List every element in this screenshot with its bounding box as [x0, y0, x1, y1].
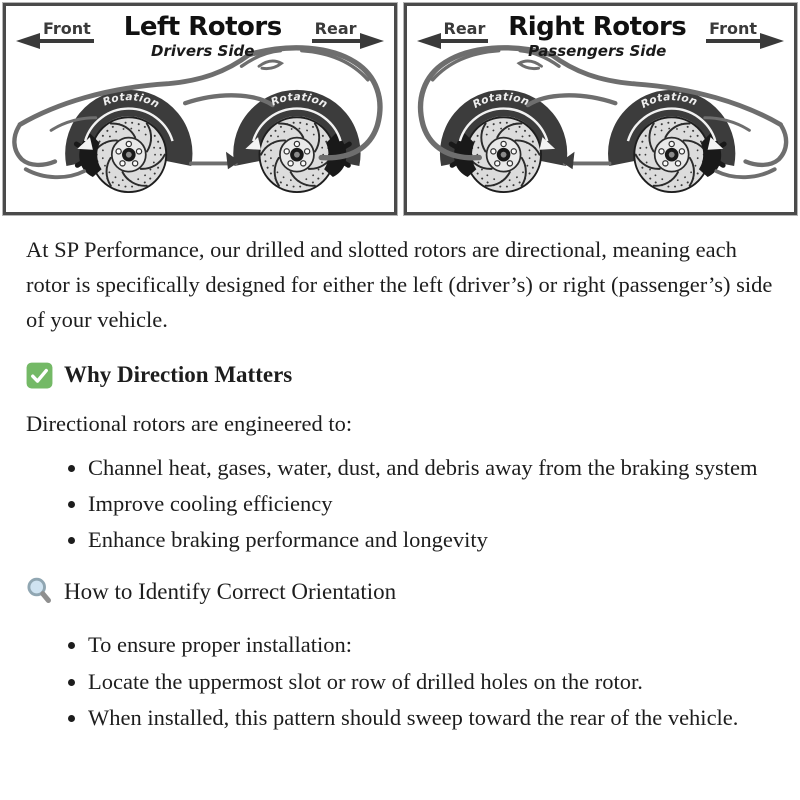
- list-item: • Improve cooling efficiency: [88, 486, 774, 521]
- rear-label: Rear: [312, 20, 360, 43]
- panel-title: Right Rotors: [508, 12, 687, 42]
- rear-label: Rear: [441, 20, 489, 43]
- article-body: [0, 232, 800, 735]
- left-rotors-panel: [3, 3, 397, 215]
- section-heading-text: Why Direction Matters: [64, 362, 293, 388]
- front-direction-arrow: [16, 20, 94, 43]
- section-heading-identify-orientation: [26, 574, 774, 610]
- left-panel-titles: [94, 14, 312, 60]
- front-direction-arrow: [706, 20, 784, 43]
- rotation-label: Rotation: [268, 90, 331, 111]
- panel-title: Left Rotors: [123, 12, 282, 42]
- list-item: • Channel heat, gases, water, dust, and debris away from the braking system: [88, 450, 774, 485]
- rear-direction-arrow: [312, 20, 384, 43]
- section-heading-why-direction-matters: [26, 357, 774, 393]
- front-label: Front: [40, 20, 94, 43]
- right-panel-header: [407, 10, 795, 60]
- rotation-label: Rotation: [469, 90, 532, 111]
- list-item: • To ensure proper installation:: [88, 627, 774, 662]
- right-arrow-icon: [760, 33, 784, 49]
- list-item: • Locate the uppermost slot or row of drilled holes on the rotor.: [88, 664, 774, 699]
- benefits-list: [26, 450, 774, 557]
- left-panel-header: [6, 10, 394, 60]
- check-mark-icon: [26, 362, 53, 389]
- rotation-label: Rotation: [100, 90, 162, 111]
- list-item: • When installed, this pattern should sweep toward the rear of the vehicle.: [88, 700, 774, 735]
- left-arrow-icon: [16, 33, 40, 49]
- front-label: Front: [706, 20, 760, 43]
- panel-subtitle: Passengers Side: [528, 42, 667, 60]
- rotor-direction-diagram: [0, 0, 800, 215]
- right-arrow-icon: [360, 33, 384, 49]
- right-panel-titles: [488, 14, 706, 60]
- list-item: • Enhance braking performance and longevity: [88, 522, 774, 557]
- panel-subtitle: Drivers Side: [151, 42, 255, 60]
- magnifying-glass-icon: [26, 577, 53, 606]
- intro-paragraph: At SP Performance, our drilled and slotted rotors are directional, meaning each rotor is specifically designed for either the left (driver’s) or right (passenger’s) side of your vehicle.: [26, 237, 773, 333]
- right-rotors-panel: [404, 3, 798, 215]
- orientation-list: [26, 627, 774, 734]
- left-arrow-icon: [417, 33, 441, 49]
- lead-paragraph: Directional rotors are engineered to:: [26, 411, 353, 437]
- rear-direction-arrow: [417, 20, 489, 43]
- rotation-label: Rotation: [638, 90, 700, 111]
- section-heading-text: How to Identify Correct Orientation: [64, 578, 397, 604]
